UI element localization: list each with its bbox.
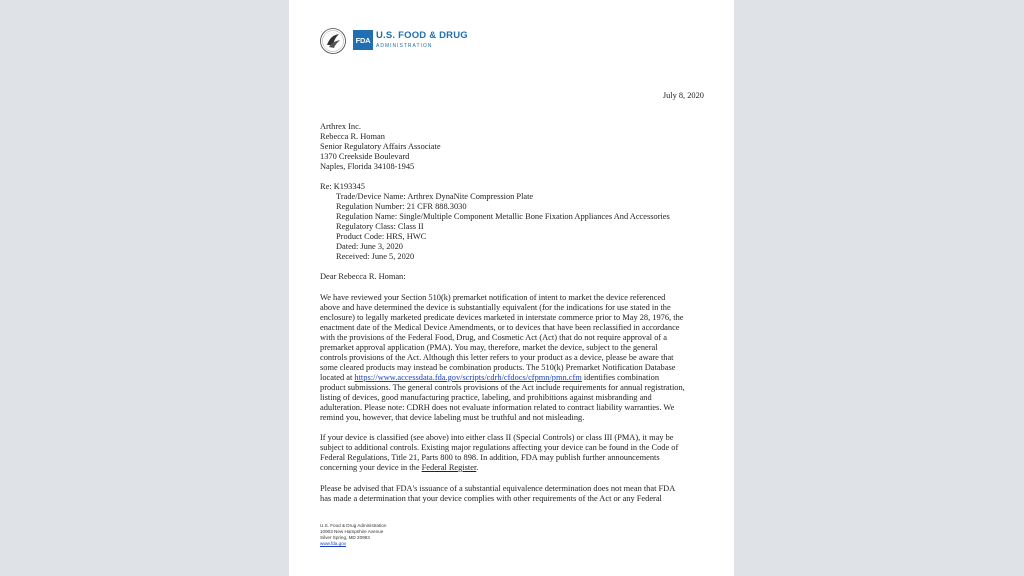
text-line: If your device is classified (see above) into either class II (Special Controls) or class III (PMA), it may be xyxy=(320,433,674,442)
re-detail: Regulatory Class: Class II xyxy=(336,222,424,231)
text-line: listing of devices, good manufacturing practice, labeling, and prohibitions against misbranding and xyxy=(320,393,652,402)
text-line: We have reviewed your Section 510(k) premarket notification of intent to market the device referenced xyxy=(320,293,666,302)
pmn-database-link[interactable]: https://www.accessdata.fda.gov/scripts/cdrh/cfdocs/cfpmn/pmn.cfm xyxy=(354,373,582,382)
text-line: enclosure) to legally marketed predicate devices marketed in interstate commerce prior to May 28, 1976, the xyxy=(320,313,684,322)
address-line: Rebecca R. Homan xyxy=(320,132,385,141)
text-line: subject to additional controls. Existing major regulations affecting your device can be found in the Code of xyxy=(320,443,679,452)
recipient-address xyxy=(320,122,441,172)
re-detail: Trade/Device Name: Arthrex DynaNite Compression Plate xyxy=(336,192,534,201)
address-line: Naples, Florida 34108-1945 xyxy=(320,162,415,171)
text-line: some cleared products may instead be combination products. The 510(k) Premarket Notification Database xyxy=(320,363,676,372)
re-detail: Dated: June 3, 2020 xyxy=(336,242,403,251)
footer-line: Silver Spring, MD 20993 xyxy=(320,535,370,540)
letter-date: July 8, 2020 xyxy=(662,91,704,100)
text-line: has made a determination that your device complies with other requirements of the Act or any Federal xyxy=(320,494,662,503)
re-detail: Received: June 5, 2020 xyxy=(336,252,415,261)
text-line: adulteration. Please note: CDRH does not evaluate information related to contract liability warranties. We xyxy=(320,403,675,412)
address-line: Arthrex Inc. xyxy=(320,122,361,131)
text-line: controls provisions of the Act. Although this letter refers to your product as a device, please be aware that xyxy=(320,353,674,362)
text-prefix: concerning your device in the xyxy=(320,463,422,472)
text-line: enactment date of the Medical Device Amendments, or to devices that have been reclassified in accordance xyxy=(320,323,680,332)
footer-address xyxy=(320,523,386,547)
text-suffix: . xyxy=(476,463,479,472)
re-detail: Regulation Number: 21 CFR 888.3030 xyxy=(336,202,467,211)
text-line: remind you, however, that device labeling must be truthful and not misleading. xyxy=(320,413,585,422)
agency-subtitle: ADMINISTRATION xyxy=(376,43,433,49)
reference-block xyxy=(320,182,670,262)
link-suffix: identifies combination xyxy=(581,373,660,382)
re-detail: Product Code: HRS, HWC xyxy=(336,232,427,241)
address-line: 1370 Creekside Boulevard xyxy=(320,152,410,161)
paragraph-2 xyxy=(320,433,705,473)
text-line: product submissions. The general controls provisions of the Act include requirements for annual registration, xyxy=(320,383,685,392)
salutation: Dear Rebecca R. Homan: xyxy=(320,272,406,281)
footer-line: U.S. Food & Drug Administration xyxy=(320,523,387,528)
federal-register-link[interactable]: Federal Register xyxy=(421,463,477,472)
agency-name: U.S. FOOD & DRUG xyxy=(376,30,468,41)
footer-website-link[interactable]: www.fda.gov xyxy=(320,541,347,546)
paragraph-3 xyxy=(320,484,705,504)
footer-line: 10903 New Hampshire Avenue xyxy=(320,529,384,534)
re-line: Re: K193345 xyxy=(320,182,365,191)
link-prefix: located at xyxy=(320,373,355,382)
re-detail: Regulation Name: Single/Multiple Component Metallic Bone Fixation Appliances And Accessories xyxy=(336,212,670,221)
fda-logo-box: FDA xyxy=(353,30,373,50)
text-line: Federal Regulations, Title 21, Parts 800 to 898. In addition, FDA may publish further announcements xyxy=(320,453,660,462)
letter-page xyxy=(289,0,734,576)
text-line: Please be advised that FDA's issuance of a substantial equivalence determination does not mean that FDA xyxy=(320,484,676,493)
text-line xyxy=(320,373,705,383)
paragraph-1 xyxy=(320,293,705,423)
hhs-seal-icon xyxy=(319,27,347,55)
text-line xyxy=(320,463,705,473)
text-line: with the provisions of the Federal Food, Drug, and Cosmetic Act (Act) that do not require approval of a xyxy=(320,333,668,342)
address-line: Senior Regulatory Affairs Associate xyxy=(320,142,441,151)
text-line: above and have determined the device is substantially equivalent (for the indications for use stated in the xyxy=(320,303,671,312)
text-line: premarket approval application (PMA). You may, therefore, market the device, subject to the general xyxy=(320,343,658,352)
